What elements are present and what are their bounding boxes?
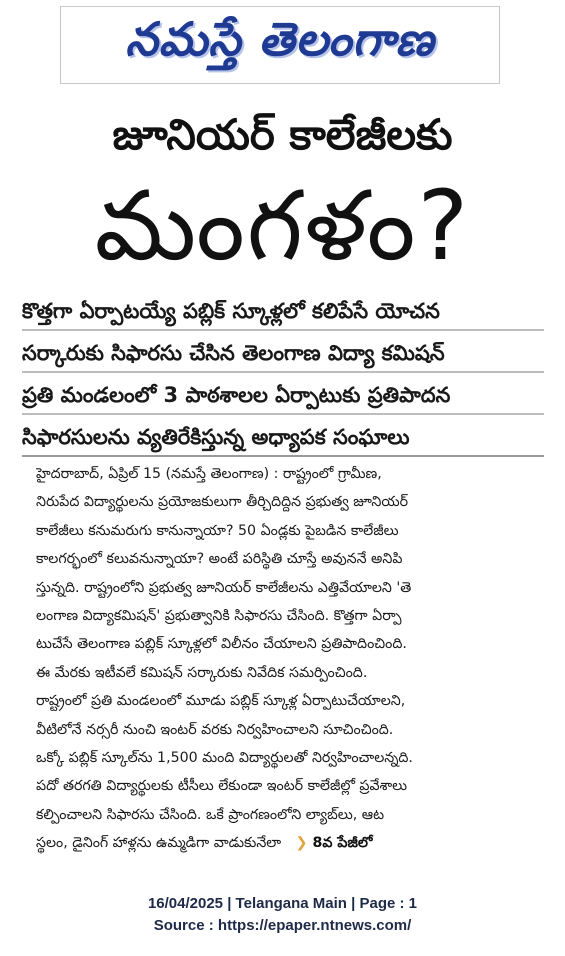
body-line: లంగాణ విద్యాకమిషన్' ప్రభుత్వానికి సిఫారసు చేసింది. కొత్తగా ఏర్పా (36, 607, 402, 624)
headline-line-1: జూనియర్ కాలేజీలకు (112, 110, 453, 159)
body-line: హైదరాబాద్, ఏప్రిల్ 15 (నమస్తే తెలంగాణ) : రాష్ట్రంలో గ్రామీణ, (36, 466, 382, 482)
subhead-3: ప్రతి మండలంలో 3 పాఠశాలల ఏర్పాటుకు ప్రతిపాదన (22, 383, 451, 407)
subhead-divider (22, 329, 544, 331)
body-line: టుచేసే తెలంగాణ పబ్లిక్ స్కూళ్లలో విలీనం చేయాలని ప్రతిపాదించింది. (36, 636, 407, 653)
body-line: రాష్ట్రంలో ప్రతి మండలంలో మూడు పబ్లిక్ స్కూళ్ల ఏర్పాటుచేయాలని, (36, 693, 406, 710)
body-line-last (36, 829, 528, 857)
subhead-2: సర్కారుకు సిఫారసు చేసిన తెలంగాణ విద్యా కమిషన్ (22, 341, 445, 365)
subhead-divider (22, 371, 544, 373)
subhead-divider (22, 455, 544, 457)
footer-date-line: 16/04/2025 | Telangana Main | Page : 1 (147, 895, 418, 912)
chevron-right-icon: ❯ (295, 835, 308, 852)
body-line: స్తున్నది. రాష్ట్రంలోని ప్రభుత్వ జూనియర్ కాలేజీలను ఎత్తివేయాలని 'తె (36, 579, 412, 596)
subhead-divider (22, 413, 544, 415)
article-body (36, 460, 528, 857)
source-footer (0, 893, 565, 937)
body-line: వీటిలోనే నర్సరీ నుంచి ఇంటర్ వరకు నిర్వహించాలని సూచించింది. (36, 721, 394, 738)
body-line-text: స్థలం, డైనింగ్ హాళ్లను ఉమ్మడిగా వాడుకునేలా (36, 835, 282, 852)
body-line: కాలగర్భంలో కలువనున్నాయా? అంటే పరిస్థితి చూస్తే అవుననే అనిపి (36, 551, 403, 568)
subhead-4: సిఫారసులను వ్యతిరేకిస్తున్న అధ్యాపక సంఘాలు (22, 425, 410, 449)
body-line: నిరుపేద విద్యార్థులను ప్రయోజకులుగా తీర్చిదిద్దిన ప్రభుత్వ జూనియర్ (36, 494, 409, 511)
footer-source-line[interactable]: Source : https://epaper.ntnews.com/ (153, 917, 412, 934)
subhead-1: కొత్తగా ఏర్పాటయ్యే పబ్లిక్ స్కూళ్లలో కలిపేసే యోచన (22, 299, 440, 323)
masthead-logo (60, 6, 500, 84)
body-line: ఈ మేరకు ఇటీవలే కమిషన్ సర్కారుకు నివేదిక సమర్పించింది. (36, 664, 368, 681)
headline-line-2: మంగళం? (94, 170, 471, 282)
body-line: కాలేజీలు కనుమరుగు కానున్నాయా? 50 ఏండ్లకు పైబడిన కాలేజీలు (36, 522, 399, 539)
continuation-text: 8వ పేజీలో (312, 835, 373, 852)
body-line: ఒక్కో పబ్లిక్ స్కూల్‌ను 1,500 మంది విద్యార్థులతో నిర్వహించాలన్నది. (36, 749, 413, 766)
masthead-title: నమస్తే తెలంగాణ (125, 12, 435, 66)
body-line: పదో తరగతి విద్యార్థులకు టీసీలు లేకుండా ఇంటర్ కాలేజీల్లో ప్రవేశాలు (36, 778, 408, 795)
continuation-link[interactable] (296, 835, 373, 851)
body-line: కల్పించాలని సిఫారసు చేసింది. ఒకే ప్రాంగణంలోని ల్యాబ్‌లు, ఆట (36, 806, 385, 823)
